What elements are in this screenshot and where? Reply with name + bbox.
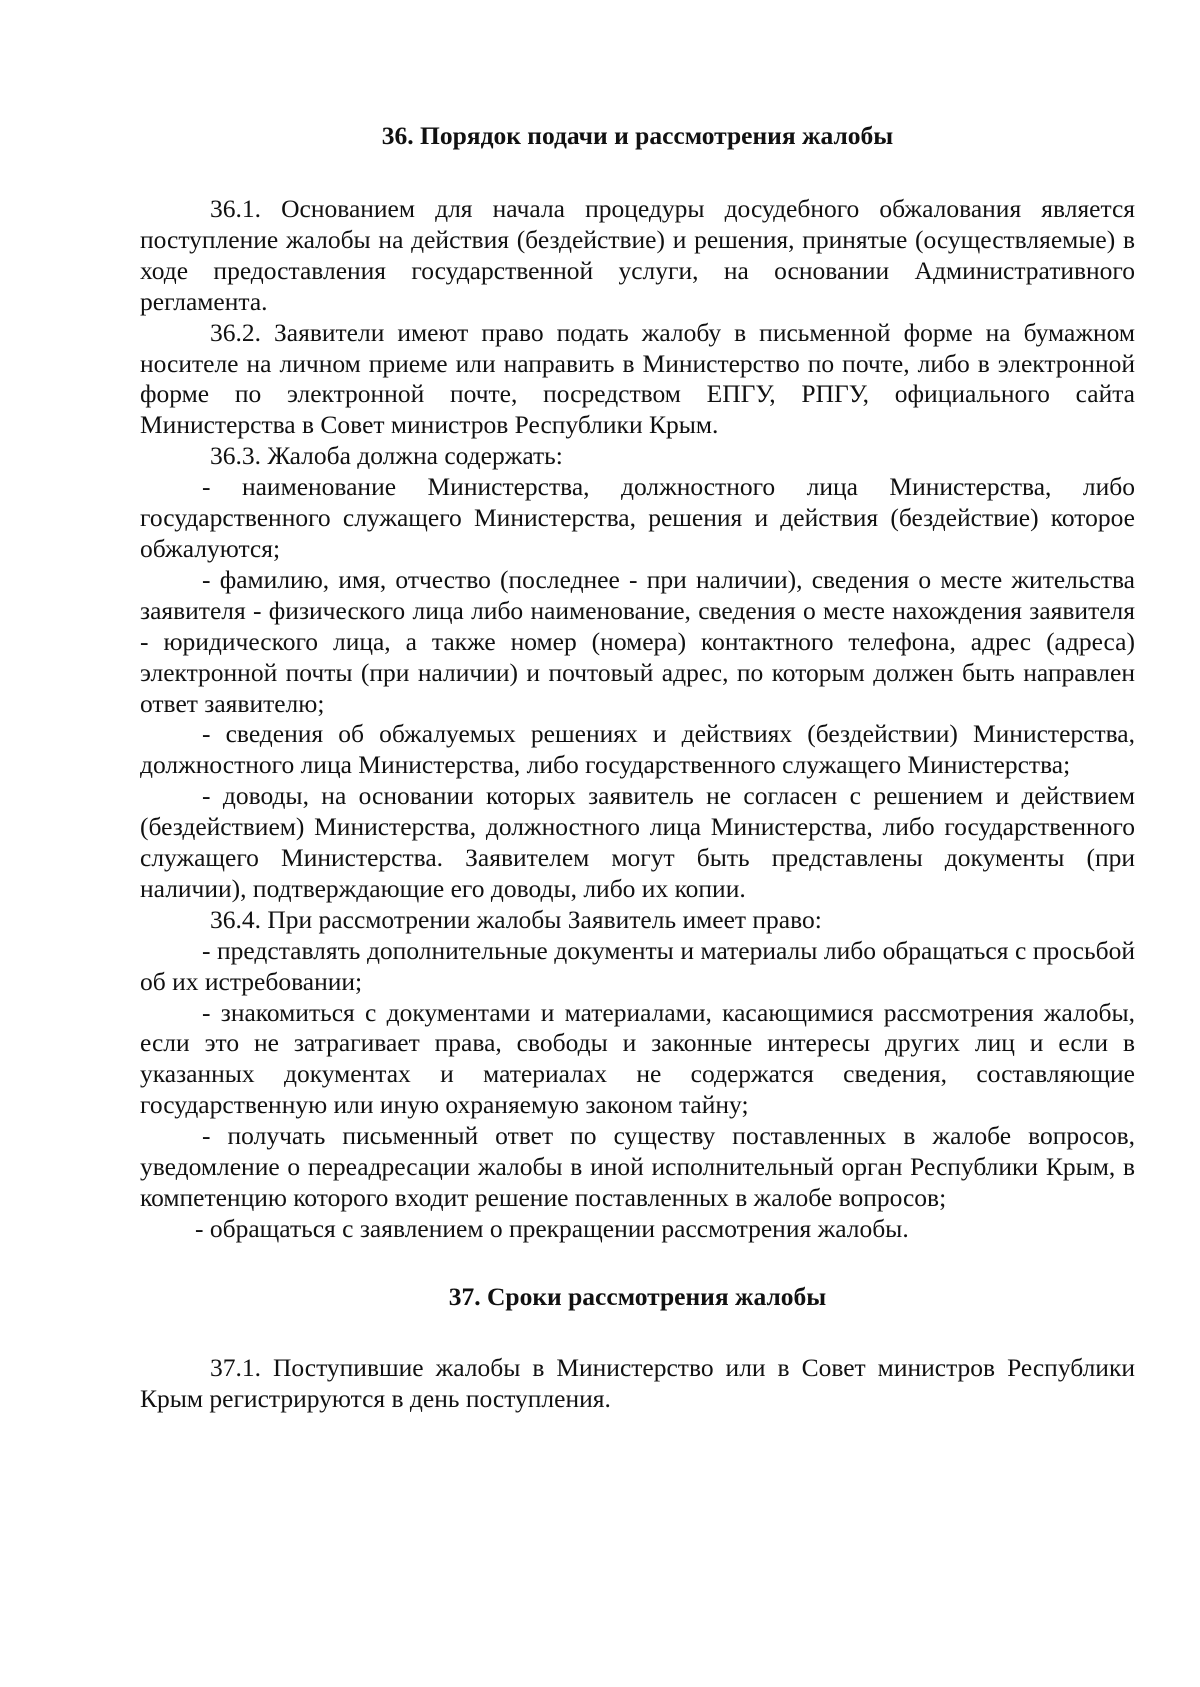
document-page — [140, 120, 1135, 1415]
paragraph-36-4: 36.4. При рассмотрении жалобы Заявитель имеет право: — [210, 904, 822, 934]
paragraph-37-1: 37.1. Поступившие жалобы в Министерство или в Совет министров Республики Крым регистрируются в день поступления. — [140, 1352, 1135, 1413]
list-item-36-4-4: - обращаться с заявлением о прекращении рассмотрения жалобы. — [195, 1213, 909, 1243]
paragraph-36-2: 36.2. Заявители имеют право подать жалобу в письменной форме на бумажном носителе на личном приеме или направить в Министерство по почте, либо в электронной форме по электронной почте, посредством ЕПГУ, РПГУ, официального сайта Министерства в Совет министров Республики Крым. — [140, 317, 1135, 440]
paragraph-36-3: 36.3. Жалоба должна содержать: — [210, 441, 563, 471]
section-36-title: 36. Порядок подачи и рассмотрения жалобы — [381, 121, 894, 150]
list-item-36-3-2: - фамилию, имя, отчество (последнее - при наличии), сведения о месте жительства заявителя - физического лица либо наименование, сведения о месте нахождения заявителя - юридического лица, а также номер (номера) контактного телефона, адрес (адреса) электронной почты (при наличии) и почтовый адрес, по которым должен быть направлен ответ заявителю; — [140, 564, 1135, 718]
list-item-36-3-3: - сведения об обжалуемых решениях и действиях (бездействии) Министерства, должностного лица Министерства, либо государственного служащего Министерства; — [140, 719, 1135, 780]
section-37-title: 37. Сроки рассмотрения жалобы — [448, 1281, 827, 1311]
list-item-36-4-2: - знакомиться с документами и материалами, касающимися рассмотрения жалобы, если это не затрагивает права, свободы и законные интересы других лиц и если в указанных документах и материалах не содержатся сведения, составляющие государственную или иную охраняемую законом тайну; — [140, 997, 1135, 1120]
list-item-36-4-1: - представлять дополнительные документы и материалы либо обращаться с просьбой об их истребовании; — [140, 935, 1135, 996]
paragraph-36-1: 36.1. Основанием для начала процедуры досудебного обжалования является поступление жалобы на действия (бездействие) и решения, принятые (осуществляемые) в ходе предоставления государственной услуги, на основании Административного регламента. — [140, 194, 1135, 316]
list-item-36-3-4: - доводы, на основании которых заявитель не согласен с решением и действием (бездействием) Министерства, должностного лица Министерства, либо государственного служащего Министерства. Заявителем могут быть представлены документы (при наличии), подтверждающие его доводы, либо их копии. — [140, 781, 1135, 903]
list-item-36-4-3: - получать письменный ответ по существу поставленных в жалобе вопросов, уведомление о переадресации жалобы в иной исполнительный орган Республики Крым, в компетенцию которого входит решение поставленных в жалобе вопросов; — [140, 1121, 1135, 1212]
list-item-36-3-1: - наименование Министерства, должностного лица Министерства, либо государственного служащего Министерства, решения и действия (бездействие) которое обжалуются; — [140, 472, 1135, 563]
